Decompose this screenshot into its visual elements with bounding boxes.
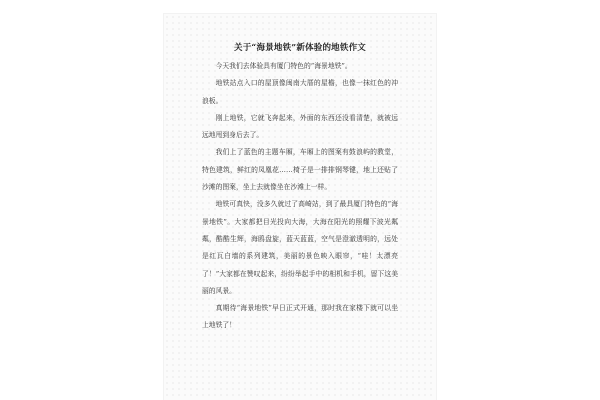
document-page [164,14,436,400]
paragraph: 地铁站点入口的屋顶像闽南大厝的屋檐，也像一抹红色的冲浪板。 [202,79,398,105]
paragraph: 今天我们去体验具有厦门特色的“海景地铁”。 [215,62,352,70]
paragraph: 真期待“海景地铁”早日正式开通，那时我在家楼下就可以坐上地铁了！ [202,304,398,330]
document-title: 关于“海景地铁”新体验的地铁作文 [234,43,366,53]
paragraph: 刚上地铁，它就飞奔起来，外面的东西还没看清楚，就被远远地甩到身后去了。 [202,113,398,140]
document-body [202,58,398,335]
paragraph: 我们上了蓝色的主题车厢，车厢上的图案有鼓浪屿的教堂，特色建筑，鲜红的凤凰花……椅子是一排排钢琴键，地上还贴了沙滩的图案，坐上去就像坐在沙滩上一样。 [202,148,398,192]
paragraph: 地铁可真快，没多久就过了高崎站，到了最具厦门特色的“海景地铁”。大家都把目光投向大海，大海在阳光的照耀下波光粼粼，酷酷生辉，海鸥盘旋，蓝天蓝蓝，空气是澄澈透明的，远处是红瓦白墙的系列建筑，美丽的景色映入眼帘，“哇！太漂亮了！”大家都在赞叹起来，纷纷举起手中的相机和手机，留下这美丽的风景。 [202,200,398,295]
